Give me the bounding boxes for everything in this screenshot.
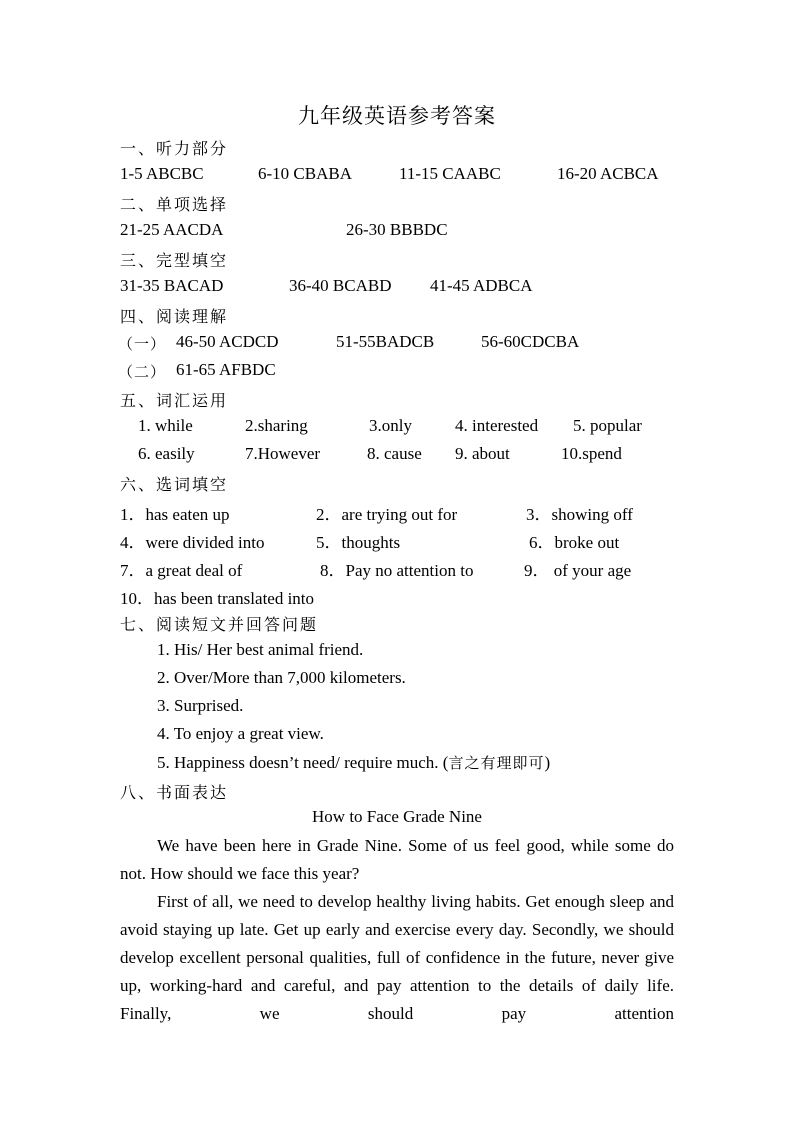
section-heading-writing: 八、书面表达 — [120, 783, 229, 802]
grading-note-close: ) — [544, 753, 551, 772]
section-heading-listening: 一、听力部分 — [120, 139, 229, 158]
vocab-answer: 1. while — [138, 416, 193, 435]
vocab-answer: 5. popular — [573, 416, 642, 435]
fill-answer: 2．are trying out for — [316, 505, 458, 524]
vocab-answer: 6. easily — [138, 444, 195, 463]
fill-answer: 10．has been translated into — [120, 589, 315, 608]
reading-answer: 1. His/ Her best animal friend. — [157, 640, 364, 659]
fill-answer: 8．Pay no attention to — [320, 561, 474, 580]
page-title: 九年级英语参考答案 — [298, 104, 496, 128]
reading-answer: 4. To enjoy a great view. — [157, 724, 324, 743]
answer-group: 61-65 AFBDC — [176, 360, 276, 379]
reading-answer: 5. Happiness doesn’t need/ require much. ( — [157, 753, 449, 772]
essay-paragraph: We have been here in Grade Nine. Some of us feel good, while some do not. How should we face this year? — [120, 836, 674, 883]
essay-paragraph: First of all, we need to develop healthy living habits. Get enough sleep and avoid staying up late. Get up early and exercise every day. Secondly, we should develop excellent personal qualities, full of confidence in the future, never give up, working-hard and careful, and pay attention to the details of daily life. Finally, we should pay attention — [120, 892, 674, 1023]
vocab-answer: 2.sharing — [245, 416, 308, 435]
vocab-answer: 8. cause — [367, 444, 422, 463]
vocab-answer: 3.only — [369, 416, 412, 435]
section-heading-vocabulary: 五、词汇运用 — [120, 391, 229, 410]
answer-group: 26-30 BBBDC — [346, 220, 448, 239]
grading-note: 言之有理即可 — [448, 754, 545, 772]
reading-answer-with-note — [157, 752, 550, 773]
essay-title: How to Face Grade Nine — [312, 807, 482, 826]
reading-answer: 3. Surprised. — [157, 696, 244, 715]
vocab-answer: 9. about — [455, 444, 510, 463]
answer-group: 11-15 CAABC — [399, 164, 501, 183]
answer-group: 21-25 AACDA — [120, 220, 224, 239]
answer-group: 36-40 BCABD — [289, 276, 392, 295]
reading-answer: 2. Over/More than 7,000 kilometers. — [157, 668, 406, 687]
answer-group: 6-10 CBABA — [258, 164, 352, 183]
vocab-answer: 7.However — [245, 444, 321, 463]
fill-answer: 5．thoughts — [316, 533, 401, 552]
answer-group: 56-60CDCBA — [481, 332, 580, 351]
fill-answer: 4．were divided into — [120, 533, 265, 552]
fill-answer: 9． of your age — [524, 561, 632, 580]
section-heading-reading-answers: 七、阅读短文并回答问题 — [120, 615, 319, 634]
section-heading-reading: 四、阅读理解 — [120, 307, 229, 326]
vocab-answer: 10.spend — [561, 444, 622, 463]
fill-answer: 3．showing off — [526, 505, 633, 524]
section-heading-word-fill: 六、选词填空 — [120, 475, 229, 494]
answer-group: 31-35 BACAD — [120, 276, 224, 295]
vocab-answer: 4. interested — [455, 416, 539, 435]
answer-group: 46-50 ACDCD — [176, 332, 279, 351]
fill-answer: 7．a great deal of — [120, 561, 243, 580]
section-heading-single-choice: 二、单项选择 — [120, 195, 229, 214]
part-label: （二） — [118, 363, 167, 381]
answer-group: 51-55BADCB — [336, 332, 435, 351]
answer-group: 16-20 ACBCA — [557, 164, 659, 183]
fill-answer: 1．has eaten up — [120, 505, 230, 524]
section-heading-cloze: 三、完型填空 — [120, 251, 229, 270]
answer-group: 41-45 ADBCA — [430, 276, 533, 295]
part-label: （一） — [118, 335, 167, 353]
fill-answer: 6．broke out — [529, 533, 620, 552]
answer-group: 1-5 ABCBC — [120, 164, 204, 183]
